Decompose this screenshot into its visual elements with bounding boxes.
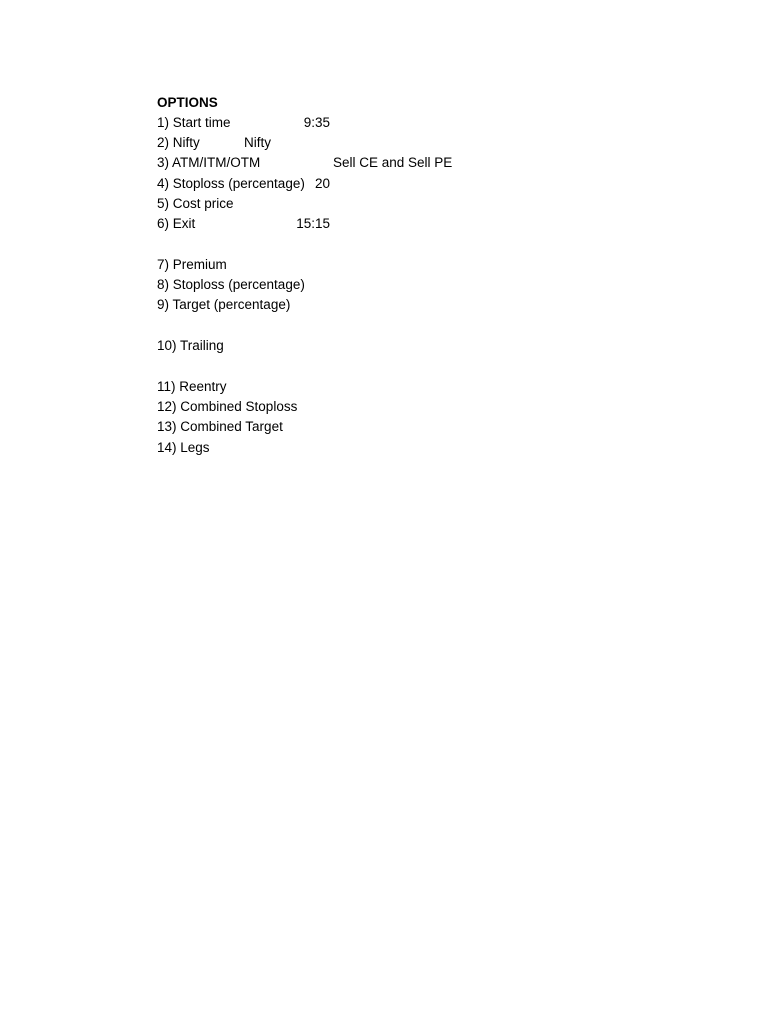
row-label-cost-price: 5) Cost price xyxy=(157,196,234,211)
row-label-target-percentage: 9) Target (percentage) xyxy=(157,297,291,312)
row-label-trailing: 10) Trailing xyxy=(157,338,224,353)
row-label-premium: 7) Premium xyxy=(157,257,227,272)
row-value-exit: 15:15 xyxy=(296,216,330,231)
row-label-exit: 6) Exit xyxy=(157,216,196,231)
row-value-start-time: 9:35 xyxy=(303,115,330,130)
row-label-legs: 14) Legs xyxy=(157,440,210,455)
row-label-stoploss-percentage: 8) Stoploss (percentage) xyxy=(157,277,305,292)
row-label-stoploss: 4) Stoploss (percentage) xyxy=(157,176,305,191)
sheet-title: OPTIONS xyxy=(157,95,218,110)
row-label-nifty: 2) Nifty xyxy=(157,135,200,150)
row-label-combined-target: 13) Combined Target xyxy=(157,419,283,434)
row-label-combined-stoploss: 12) Combined Stoploss xyxy=(157,399,298,414)
row-label-start-time: 1) Start time xyxy=(157,115,231,130)
row-label-reentry: 11) Reentry xyxy=(157,379,227,394)
row-value-stoploss: 20 xyxy=(314,176,330,191)
row-value-nifty: Nifty xyxy=(244,135,271,150)
row-label-atm-itm-otm: 3) ATM/ITM/OTM xyxy=(157,155,261,170)
row-value-sell-ce-pe: Sell CE and Sell PE xyxy=(333,155,453,170)
